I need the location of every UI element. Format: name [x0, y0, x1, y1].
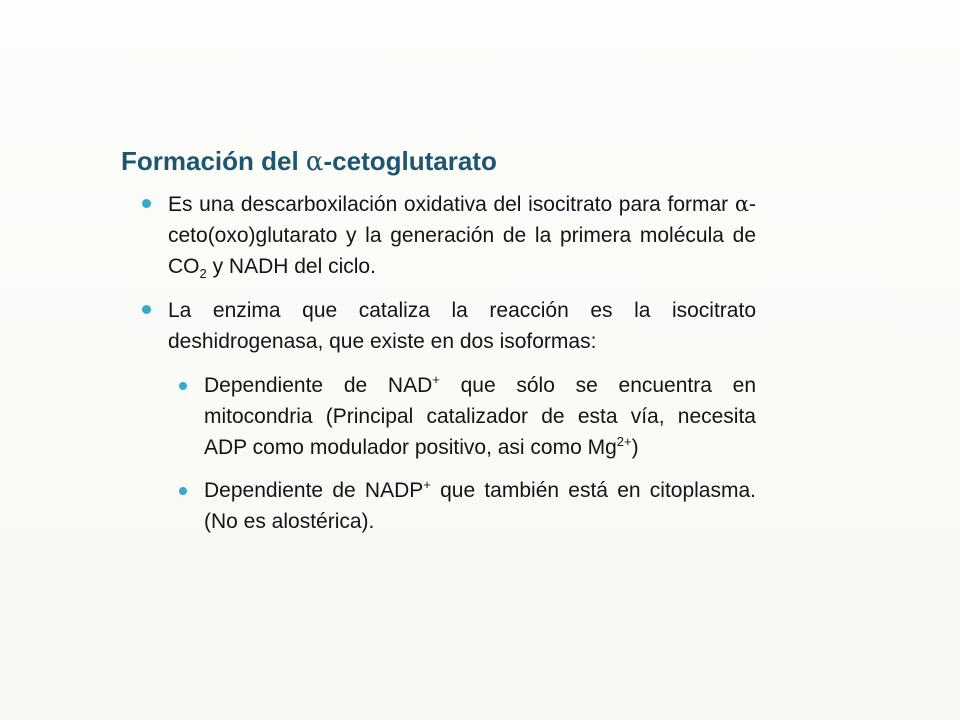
- bullet-text-2: La enzima que cataliza la reacción es la isocitrato deshidrogenasa, que existe en dos isoformas:: [168, 299, 756, 353]
- subbullet-item-2: [130, 475, 756, 537]
- subbullet-text-1: [204, 370, 756, 463]
- title-alpha: α: [305, 147, 324, 177]
- subbullet-2-part1: Dependiente de NADP: [204, 479, 424, 502]
- subbullet-dot-icon: [179, 382, 187, 390]
- bullet-1-part3: y NADH del ciclo.: [206, 255, 376, 278]
- subbullet-1-sup2: 2+: [616, 434, 632, 449]
- title-suffix: -cetoglutarato: [323, 146, 497, 176]
- title-prefix: Formación del: [121, 146, 306, 176]
- subbullet-2-sup: +: [423, 477, 431, 492]
- bullet-text-1: [168, 189, 756, 282]
- subbullet-2-part2: que también está en citoplasma.(No es alostérica).: [204, 479, 756, 533]
- subbullet-item-1: [130, 370, 756, 463]
- subbullet-text-2: [204, 475, 756, 537]
- bullet-dot-icon: [142, 199, 151, 208]
- bullet-item-1: [130, 189, 756, 282]
- bullet-1-part2: -ceto(oxo)glutarato y la generación de la primera molécula de CO: [168, 193, 756, 278]
- bullet-dot-icon: [142, 305, 151, 314]
- bullet-1-alpha: α: [734, 192, 749, 216]
- slide-title: [121, 146, 497, 177]
- bullet-list: [130, 189, 756, 357]
- subbullet-1-sup: +: [432, 372, 440, 387]
- subbullet-1-part3: ): [631, 436, 639, 459]
- subbullet-list: [130, 370, 756, 537]
- bullet-1-subscript: 2: [199, 266, 207, 282]
- subbullet-dot-icon: [179, 487, 187, 495]
- subbullet-1-part1: Dependiente de NAD: [204, 374, 433, 397]
- subbullet-1-part2: que sólo se encuentra en mitocondria (Principal catalizador de esta vía, necesita ADP como modulador positivo, asi como Mg: [204, 374, 756, 459]
- bullet-1-part1: Es una descarboxilación oxidativa del isocitrato para formar: [168, 193, 735, 216]
- bullet-item-2: [130, 295, 756, 357]
- slide-body: [130, 189, 756, 549]
